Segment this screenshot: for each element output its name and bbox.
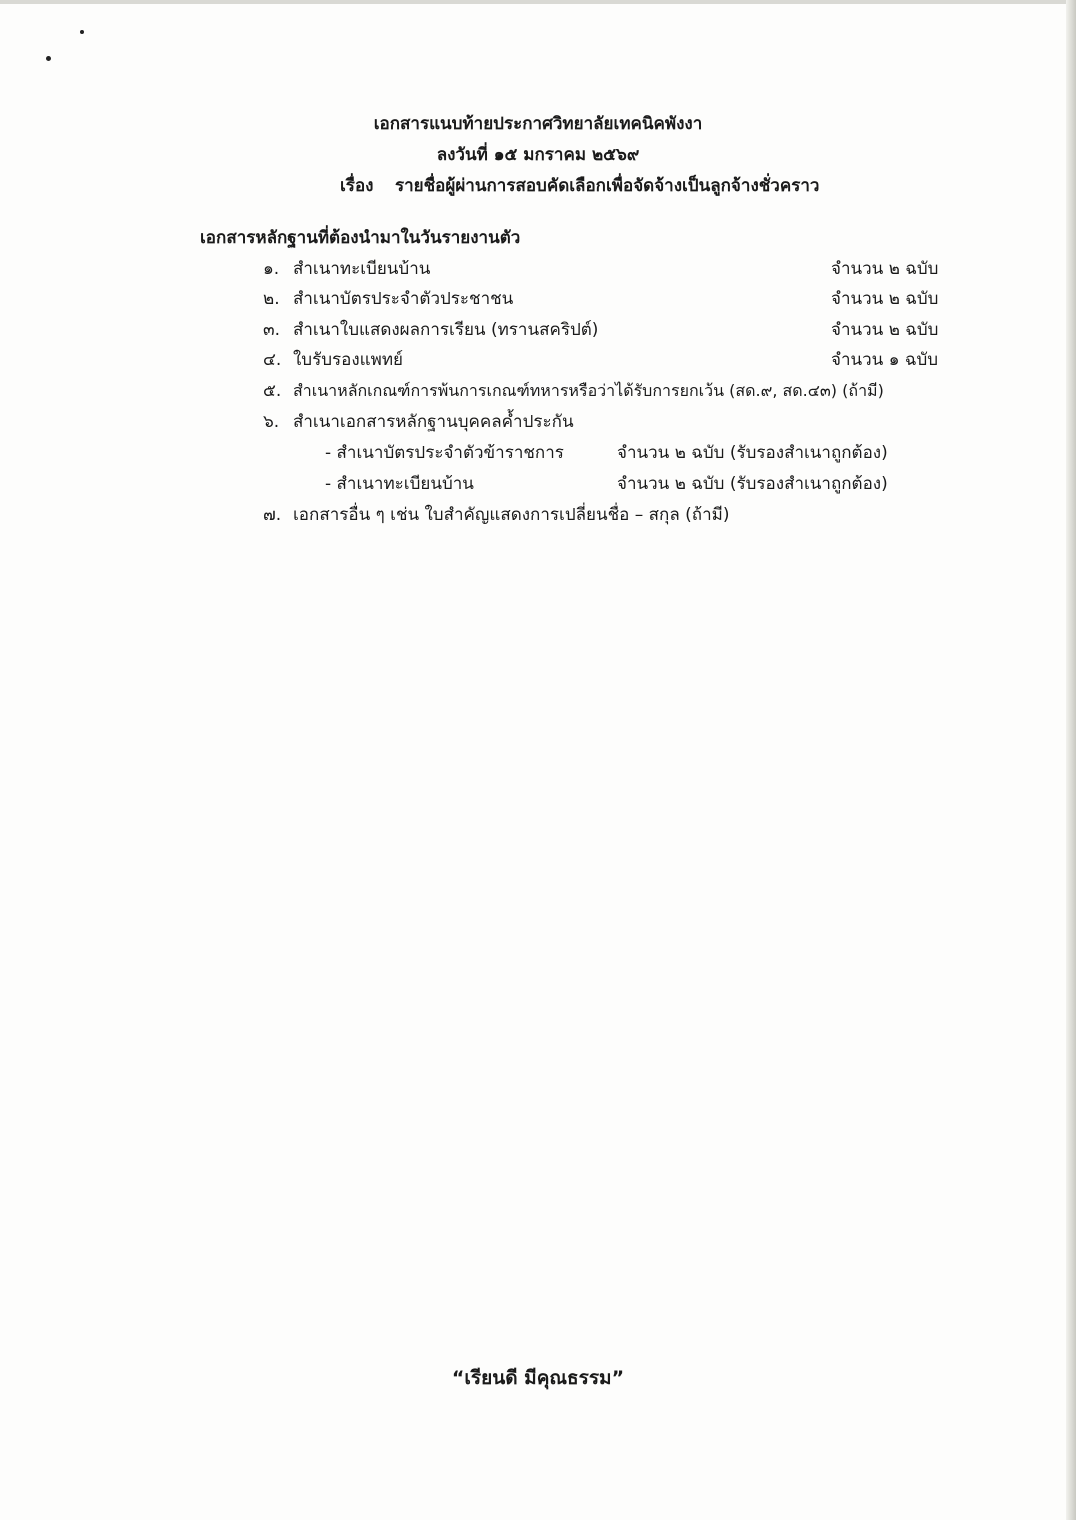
sub-item-text: - สำเนาบัตรประจำตัวข้าราชการ xyxy=(325,443,564,463)
sub-item-quantity: จำนวน ๒ ฉบับ (รับรองสำเนาถูกต้อง) xyxy=(617,474,888,494)
item-number: ๗. xyxy=(263,505,282,525)
item-number: ๓. xyxy=(263,320,281,340)
sub-item-text: - สำเนาทะเบียนบ้าน xyxy=(325,474,474,494)
subject-label: เรื่อง xyxy=(340,176,374,196)
header-title: เอกสารแนบท้ายประกาศวิทยาลัยเทคนิคพังงา xyxy=(373,114,703,134)
scan-speck xyxy=(80,30,84,34)
item-number: ๖. xyxy=(263,412,280,432)
item-text: ใบรับรองแพทย์ xyxy=(293,350,403,370)
scan-top-edge xyxy=(0,0,1076,4)
header-date: ลงวันที่ ๑๕ มกราคม ๒๕๖๙ xyxy=(436,145,640,165)
item-text: เอกสารอื่น ๆ เช่น ใบสำคัญแสดงการเปลี่ยนชื่อ – สกุล (ถ้ามี) xyxy=(293,505,730,525)
item-quantity: จำนวน ๒ ฉบับ xyxy=(831,259,939,279)
item-text: สำเนาทะเบียนบ้าน xyxy=(293,259,431,279)
item-text: สำเนาใบแสดงผลการเรียน (ทรานสคริปต์) xyxy=(293,320,599,340)
scan-right-edge xyxy=(1066,0,1076,1520)
item-number: ๑. xyxy=(263,259,280,279)
sub-item-quantity: จำนวน ๒ ฉบับ (รับรองสำเนาถูกต้อง) xyxy=(617,443,888,463)
item-quantity: จำนวน ๑ ฉบับ xyxy=(831,350,939,370)
scan-speck xyxy=(46,56,51,61)
item-number: ๔. xyxy=(263,350,282,370)
item-text: สำเนาบัตรประจำตัวประชาชน xyxy=(293,289,514,309)
item-number: ๒. xyxy=(263,289,280,309)
item-text: สำเนาเอกสารหลักฐานบุคคลค้ำประกัน xyxy=(293,412,574,432)
item-text: สำเนาหลักเกณฑ์การพ้นการเกณฑ์ทหารหรือว่าได้รับการยกเว้น (สด.๙, สด.๔๓) (ถ้ามี) xyxy=(293,381,884,400)
subject-text: รายชื่อผู้ผ่านการสอบคัดเลือกเพื่อจัดจ้างเป็นลูกจ้างชั่วคราว xyxy=(395,176,820,196)
section-heading: เอกสารหลักฐานที่ต้องนำมาในวันรายงานตัว xyxy=(200,228,521,248)
item-quantity: จำนวน ๒ ฉบับ xyxy=(831,289,939,309)
item-number: ๕. xyxy=(263,381,282,401)
motto: “เรียนดี มีคุณธรรม” xyxy=(451,1367,625,1389)
item-quantity: จำนวน ๒ ฉบับ xyxy=(831,320,939,340)
